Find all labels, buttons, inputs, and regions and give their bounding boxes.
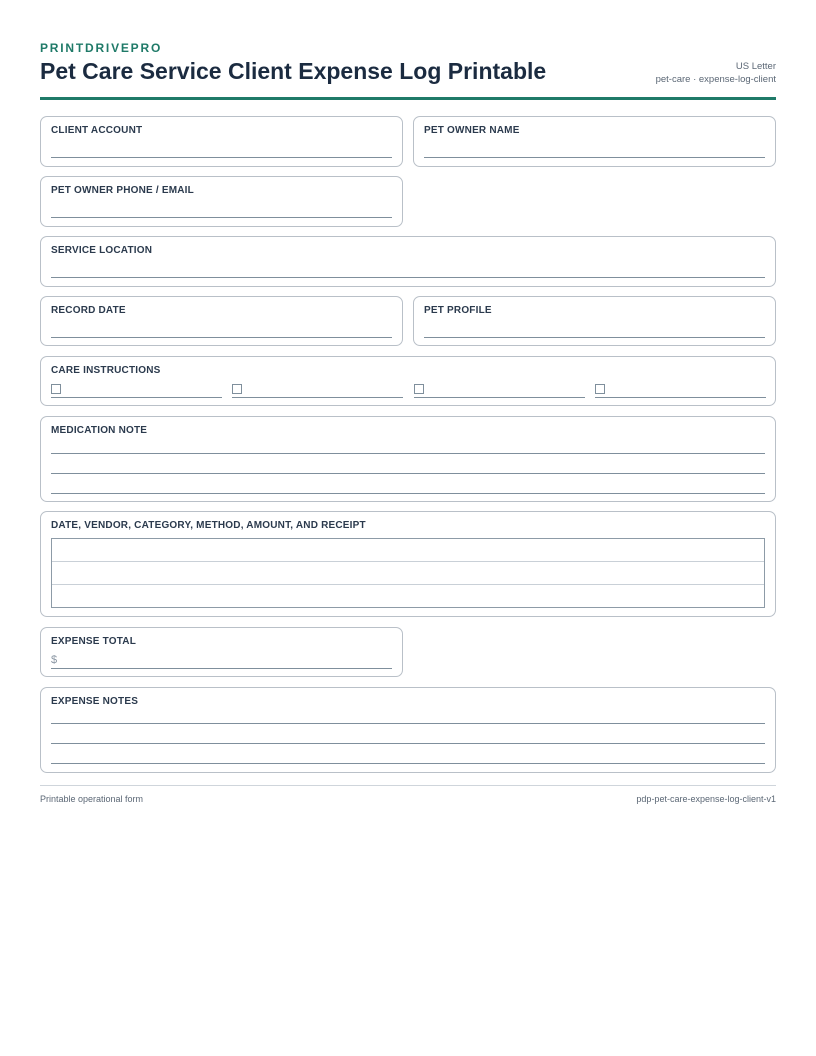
expense-notes-line-3[interactable] [51, 763, 765, 764]
pet-owner-name-line[interactable] [424, 157, 765, 158]
pet-owner-contact-label: PET OWNER PHONE / EMAIL [51, 185, 194, 196]
client-account-label: CLIENT ACCOUNT [51, 125, 143, 136]
footer-divider [40, 785, 776, 786]
client-account-field[interactable] [40, 116, 403, 167]
medication-note-field[interactable] [40, 416, 776, 502]
care-checkbox-3-line[interactable] [414, 397, 585, 398]
expense-table [51, 538, 765, 608]
expense-notes-field[interactable] [40, 687, 776, 773]
page-title: Pet Care Service Client Expense Log Printable [40, 58, 547, 84]
pet-owner-contact-field[interactable] [40, 176, 403, 227]
expense-notes-label: EXPENSE NOTES [51, 696, 139, 707]
table-row[interactable] [52, 585, 764, 608]
service-location-line[interactable] [51, 277, 765, 278]
record-date-line[interactable] [51, 337, 392, 338]
care-checkbox-3[interactable] [414, 384, 585, 398]
service-location-field[interactable] [40, 236, 776, 287]
brand-name: PRINTDRIVEPRO [40, 41, 163, 55]
paper-size-label: US Letter [735, 61, 776, 72]
client-account-line[interactable] [51, 157, 392, 158]
pet-owner-name-label: PET OWNER NAME [424, 125, 520, 136]
expense-notes-line-2[interactable] [51, 743, 765, 744]
pet-owner-name-field[interactable] [413, 116, 776, 167]
table-row[interactable] [52, 539, 764, 562]
document-meta [656, 60, 776, 86]
care-checkbox-4-line[interactable] [595, 397, 766, 398]
care-instructions-field [40, 356, 776, 406]
service-location-label: SERVICE LOCATION [51, 245, 153, 256]
header-divider [40, 97, 776, 100]
table-row[interactable] [52, 562, 764, 585]
expense-table-label: DATE, VENDOR, CATEGORY, METHOD, AMOUNT, AND RECEIPT [51, 520, 366, 531]
care-checkbox-2[interactable] [232, 384, 403, 398]
document-tags: pet-care · expense-log-client [655, 74, 776, 85]
checkbox-icon[interactable] [414, 384, 424, 394]
checkbox-icon[interactable] [232, 384, 242, 394]
expense-total-line[interactable] [51, 668, 392, 669]
pet-profile-line[interactable] [424, 337, 765, 338]
record-date-field[interactable] [40, 296, 403, 346]
care-instructions-label: CARE INSTRUCTIONS [51, 365, 161, 376]
pet-profile-label: PET PROFILE [424, 305, 492, 316]
pet-profile-field[interactable] [413, 296, 776, 346]
expense-total-label: EXPENSE TOTAL [51, 636, 137, 647]
checkbox-icon[interactable] [595, 384, 605, 394]
care-checkbox-2-line[interactable] [232, 397, 403, 398]
checkbox-icon[interactable] [51, 384, 61, 394]
pet-owner-contact-line[interactable] [51, 217, 392, 218]
medication-note-line-2[interactable] [51, 473, 765, 474]
care-checkbox-1[interactable] [51, 384, 222, 398]
expense-notes-line-1[interactable] [51, 723, 765, 724]
form-id: pdp-pet-care-expense-log-client-v1 [636, 794, 776, 804]
currency-symbol: $ [51, 654, 58, 666]
medication-note-line-3[interactable] [51, 493, 765, 494]
footer-description: Printable operational form [40, 794, 144, 804]
record-date-label: RECORD DATE [51, 305, 126, 316]
expense-total-field[interactable] [40, 627, 403, 677]
medication-note-line-1[interactable] [51, 453, 765, 454]
care-checkbox-4[interactable] [595, 384, 766, 398]
expense-table-section [40, 511, 776, 617]
care-checkbox-1-line[interactable] [51, 397, 222, 398]
medication-note-label: MEDICATION NOTE [51, 425, 148, 436]
